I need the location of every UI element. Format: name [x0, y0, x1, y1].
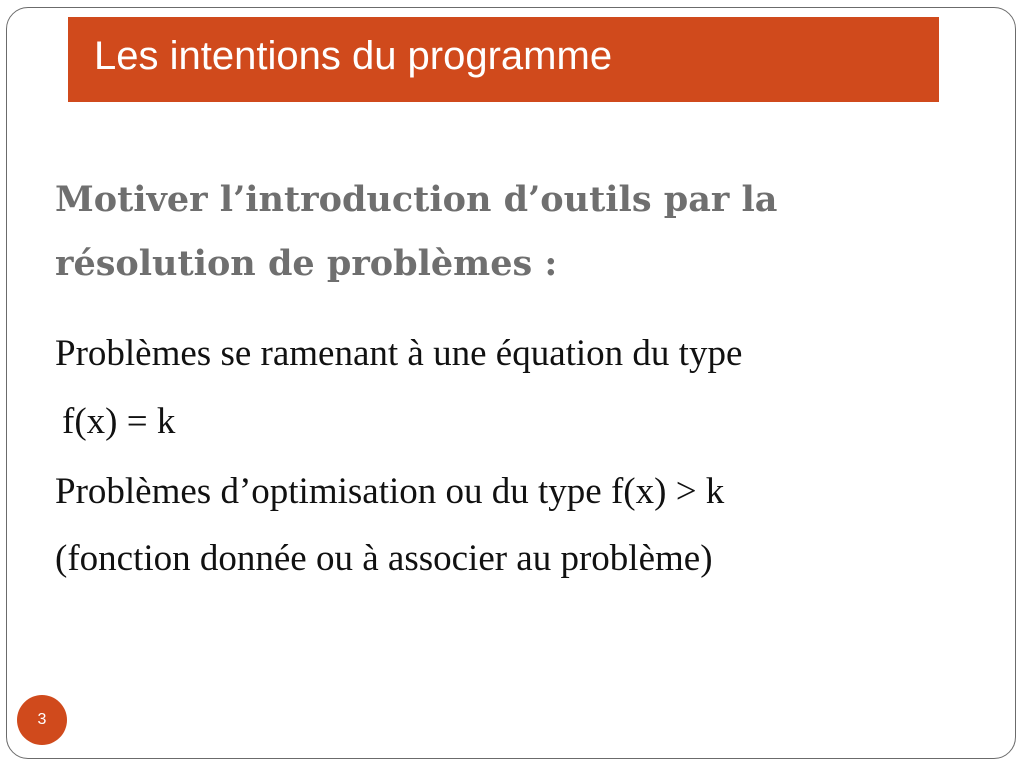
title-bar: [68, 17, 939, 102]
body-line-3: Problèmes d’optimisation ou du type f(x) > k: [55, 471, 725, 512]
body-line-1: Problèmes se ramenant à une équation du type: [55, 333, 743, 374]
slide-frame: [6, 7, 1016, 759]
body-line-4: (fonction donnée ou à associer au problème): [55, 538, 713, 579]
page-number-badge: 3: [17, 695, 67, 745]
body-line-2: f(x) = k: [62, 401, 176, 442]
slide-subtitle: Motiver l’introduction d’outils par la résolution de problèmes :: [55, 179, 778, 284]
slide-title: Les intentions du programme: [94, 34, 613, 78]
